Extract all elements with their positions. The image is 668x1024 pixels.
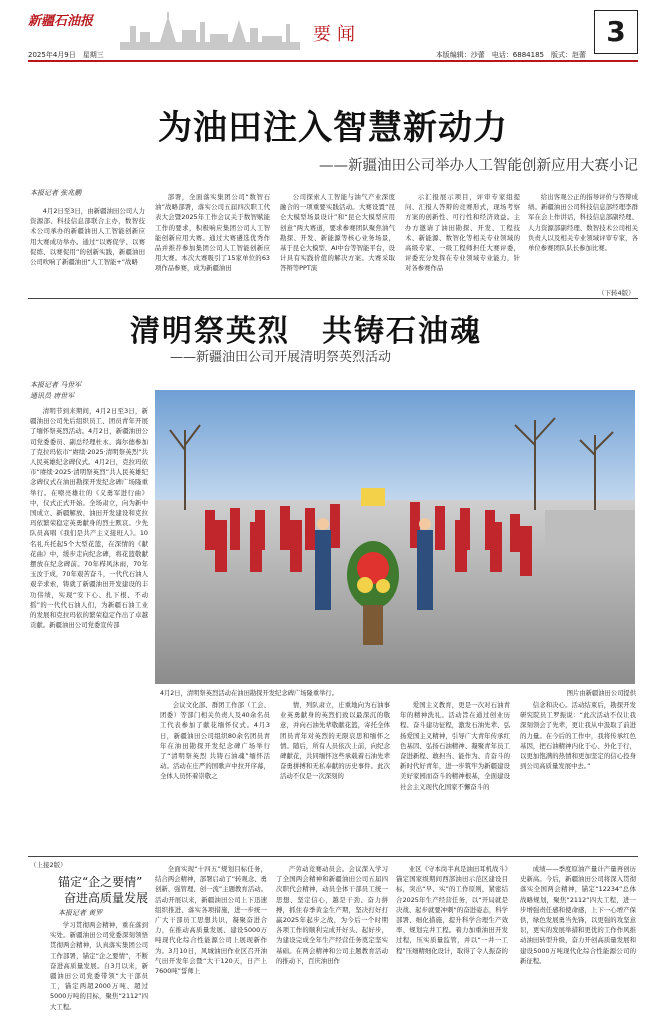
article-divider-1 <box>28 298 638 299</box>
article1-byline: 本报记者 张兆鹏 <box>30 189 82 197</box>
page-number: 3 <box>594 10 638 54</box>
article1-continued-note: （下转4版） <box>598 289 635 297</box>
article1-column-5 <box>528 192 638 288</box>
article3-headline-line2: 奋进高质量发展 <box>64 891 149 905</box>
article3-column-1 <box>50 920 148 1018</box>
article2-col5-text: 信念和决心。活动结束后，勘探开发研究院员工罗振说：“此次活动不仅让我深刻领会了先辈，更让我从中汲取了前进的力量。在今后的工作中，我将传承红色基因，把石油精神内化于心、外化于行，以更加饱满的热情和更加坚定的信心投身到公司高质量发展中去。” <box>520 701 636 771</box>
editor-info: 本版编辑：沙蕾 电话：6884185 版式：赵蕾 <box>435 51 586 59</box>
article2-byline-correspondent: 通讯员 唐世军 <box>30 392 75 400</box>
section-name: 要闻 <box>313 24 361 45</box>
article3-byline: 本报记者 黄罗 <box>58 909 103 917</box>
masthead <box>28 10 638 58</box>
article2-column-1 <box>30 406 148 856</box>
article3-column-2 <box>155 864 267 1018</box>
article-divider-2 <box>28 856 638 857</box>
article1-col1-text: 4月2日至3日，由新疆油田公司人力资源部、科技信息部联合主办，数智技术公司承办的新疆油田人工智能创新应用大赛成功举办。通过“以赛促学、以赛促练、以赛促用”的创新实践，新疆油田公司吹响了新疆油田“人工智能+”战略 <box>30 207 145 267</box>
article3-col4-text: 业区《守本岗半真是油田耳机战斗》锚定国家级期间西部油田示范区建设目标，突出“早、实”的工作原则，紧密结合2025年生产经营任务，以“开局就是决战、起步就要冲刺”的奋进姿态，科学部署、细化措施，提升科学合理生产效率、规划完井工程。着力加重油田开发过程，压实质量监管，并以“一井一工程”压细精细化设计，取得了令人振奋的 <box>396 865 508 955</box>
ceremony-photo <box>155 390 635 684</box>
article3-continued-note: （上接2版） <box>30 861 67 869</box>
article2-column-5 <box>520 700 636 850</box>
article3-col3-text: 产劳动竞赛动员会。会议深入学习了全国两会精神和新疆油田公司五届四次职代会精神，动员全体干部员工统一思想、坚定信心，越是干劲、奋力拼搏，抓住春季黄金生产期，坚决打好打赢2025年起步之战，为今后一个时期各项工作的顺利完成开好头、起好步，为建设完成全年生产经营任务奠定坚实基础。在两会精神和公司主题教育活动的推动下，百庆油田作 <box>276 865 388 965</box>
article2-col4-text: 爱国主义教育，更是一次对石油青年的精神洗礼。活动旨在通过创业历程、奋斗建功征程，激发石油先辈、弘扬爱国主义精神，引导广大青年传承红色基因、弘扬石油精神、凝聚青年员工奋进新程、敢担当、能作为、肯奋斗的新时代好青年，进一步筑牢为新疆建设美好家园而奋斗的精神根基，全面建设社会主义现代化国家不懈奋斗的 <box>400 701 510 791</box>
newspaper-logo: 新疆石油报 <box>28 14 94 29</box>
article1-col5-text: 给出客观公正的指导评价与答辩成绩。新疆油田公司科技信息部经理李群军在会上作讲话，科技信息部副经理、人力资源部副经理、数智技术公司相关负责人以及相关专业领域评审专家，各单位参赛团队队长参加比赛。 <box>528 193 638 253</box>
article2-col1-text: 清明节到来期间，4月2日至3日，新疆油田公司先后组织员工、团员青年开展了缅怀祭英烈活动。4月2日，新疆油田公司党委委员、副总经理杜永、海尔德参加了克拉玛依市“赓续·2025·清明祭英烈”共人民英雄纪念碑仪式。4月2日，克拉玛依市“赓续·2025·清明祭英烈”共人民英雄纪念碑仪式在油田勘探开发纪念碑广场隆重举行。在嘹亮雄壮的《义勇军进行曲》中，仪式正式开始。全场肃立，向为新中国成立、新疆解放、油田开发建设和克拉玛依繁荣稳定英勇献身的烈士默哀。少先队员高唱《我们是共产主义接班人》。10名礼兵托起5个大型花篮，在深情的《献花曲》中，缓步走向纪念碑，将花篮敬献摆放在纪念碑前。70年栉风沐雨，70年玉汝于成，70年艰苦奋斗，一代代石油人艰辛求索，铸就了新疆油田开发建设的丰功伟绩，实现“安下心、扎下根、不动摇”的一代代石油人们，为新疆石油工业的发展和克拉玛依的繁荣稳定作出了卓越贡献。新疆油田公司党委宣传部 <box>30 407 148 630</box>
article1-col4-text: 示汇报展示项目，评审专家组提问、汇报人答辩的竞赛形式，现场考察方案的创新性、可行性和经济效益。主办方邀请了油田勘探、开发、工程技术、新能源、数智化等相关专业领域的高级专家、一级工程师担任大赛评委，评委充分发挥在专业领域专业能力，针对各参赛作品 <box>405 193 520 273</box>
article2-byline-reporter: 本报记者 马世军 <box>30 381 82 389</box>
article3-headline-line1: 锚定“企之要情” <box>58 875 143 889</box>
article1-col2-text: 部署，全面落实集团公司“数智石油”战略部署，落实公司五届四次职工代表大会暨2025年工作会议关于数智赋能工作的要求，积极响应集团公司人工智能创新应用大赛。通过大赛遴选优秀作品并推荐参加集团公司人工智能创新应用大赛。本次大赛吸引了15家单位的63项作品参赛，成为新疆油田 <box>155 193 270 273</box>
dateline: 2025年4月9日 星期三 <box>28 51 104 59</box>
article2-col2-text: 会议文化部、群团工作部（工会、团委）等部门相关负责人及40余名员工代表参加了献花缅怀仪式。4月3日，新疆油田公司组织80余名团员青年在油田勘探开发纪念碑广场举行了“清明祭英烈 共铸石油魂”缅怀活动。活动在庄严的国歌声中拉开序幕，全体人员怀着崇敬之 <box>160 701 270 781</box>
article1-headline: 为油田注入智慧新动力 <box>158 108 508 148</box>
article1-col3-text: 公司探索人工智能与油气产业深度融合的一项重要实践活动。大赛设置“昆仑大模型场景设计”和“昆仑大模型应用创意”两大赛道，要求参赛团队聚焦油气勘探、开发、新能源等核心业务场景，基于昆仑大模型、AI中台等智能平台，设计具有实践价值的解决方案。大赛采取答辩等PPT演 <box>280 193 395 273</box>
article1-column-1 <box>30 206 145 294</box>
article3-column-4 <box>396 864 508 1018</box>
article3-column-3 <box>276 864 388 1018</box>
oilfield-skyline-icon <box>120 12 300 50</box>
article2-headline: 清明祭英烈 共铸石油魂 <box>130 314 482 349</box>
article1-subheadline: ——新疆油田公司举办人工智能创新应用大赛小记 <box>319 158 638 174</box>
article1-column-3 <box>280 192 395 294</box>
article3-col5-text: 成绩——季度原油产量计产量再创历史新高。今后，新疆油田公司将深入贯彻落实全国两会精神，锚定“12234”总体战略规划，聚焦“2112”四大工程，进一步增强责任感和使命感，上下一心增产保供，绿色发展勇当先锋，以更强的攻坚意识，更实的发展举措和更优的工作作风推动油田转型升级，奋力开创高质量发展和建设5000万吨现代化综合性能源公司的新征程。 <box>520 865 636 965</box>
article3-col2-text: 全面实现“十四五”规划目标任务，结合两会精神，部署启动了“转观念、勇创新、强管理、创一流”主题教育活动。活动开展以来，新疆油田公司上下迅速组织推进、落实各项措施，进一步统一广大干部员工思想共识，凝聚奋进合力，在推动高质量发展、建设5000万吨现代化综合性能源公司上展现新作为。3月10日，风城油田作业区召开油气田开发年会暨“大干120天，日产上7600吨”誓师上 <box>155 865 267 976</box>
photo-caption: 4月2日，清明祭英烈活动在油田勘探开发纪念碑广场隆重举行。 <box>160 690 339 697</box>
masthead-rule <box>28 60 638 62</box>
article2-subheadline: ——新疆油田公司开展清明祭英烈活动 <box>170 350 392 365</box>
article2-col3-text: 情，列队肃立，庄重地向为石油事业英勇献身的英烈们致以最深沉的敬意，并向石油先辈敬献花篮，寄托全体团员青年对英烈的无限哀思和缅怀之情。随后，所有人员依次上前，向纪念碑献花，共同缅怀这些承载着石油先辈奋勇拼搏和无私奉献的历史事件。此次活动不仅是一次深刻的 <box>280 701 390 781</box>
article3-col1-text: 学习贯彻两会精神，重在落到实处。新疆油田公司党委深刻领悟贯彻两会精神，认真落实集团公司工作部署，锚定“企之要情”，不断奋进高质量发展。自3月以来，新疆油田公司党委带领“大干部员工，锚定两超2000万吨、超过5000万吨的目标，聚焦“2112”四大工程。 <box>50 921 148 1011</box>
article2-column-4 <box>400 700 510 850</box>
article3-column-5 <box>520 864 636 1018</box>
article2-column-3 <box>280 700 390 850</box>
article1-column-4 <box>405 192 520 294</box>
article2-column-2 <box>160 700 270 850</box>
article1-column-2 <box>155 192 270 294</box>
photo-credit: 图片由新疆油田公司提供 <box>566 690 636 697</box>
